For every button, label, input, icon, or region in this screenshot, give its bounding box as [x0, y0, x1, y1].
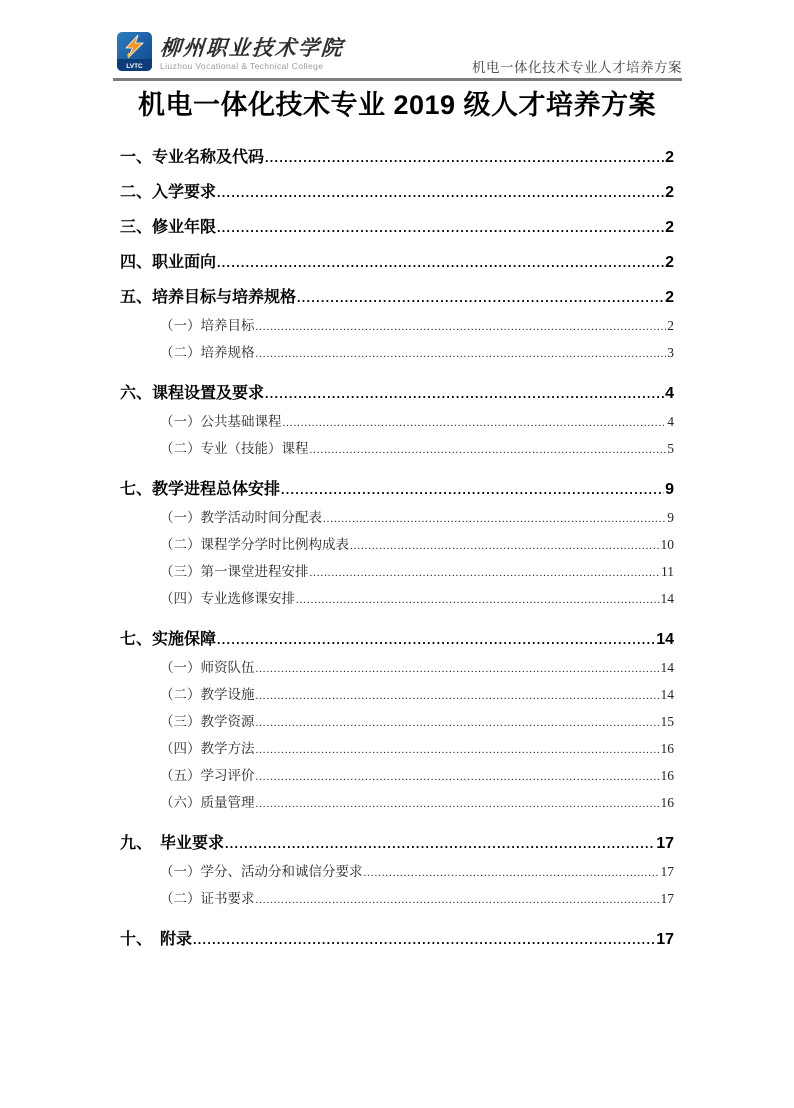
dot-leader [265, 147, 664, 169]
page-header [113, 30, 682, 78]
toc-list [120, 147, 674, 951]
dot-leader [323, 510, 666, 528]
toc-entry-label: 一、专业名称及代码 [120, 149, 265, 166]
toc-entry-page-number: 14 [660, 660, 674, 675]
toc-entry [120, 686, 674, 705]
dot-leader [350, 537, 660, 555]
toc-entry [120, 740, 674, 759]
dot-leader [296, 591, 660, 609]
dot-leader [310, 441, 667, 459]
header-doc-label: 机电一体化技术专业人才培养方案 [472, 60, 682, 75]
toc-entry-label: 二、入学要求 [120, 184, 217, 201]
toc-entry-page-number: 2 [665, 184, 674, 201]
dot-leader [217, 252, 664, 274]
toc-entry [120, 590, 674, 609]
toc-entry [120, 794, 674, 813]
toc-entry [120, 479, 674, 501]
dot-leader [297, 287, 664, 309]
dot-leader [217, 182, 664, 204]
dot-leader [281, 479, 664, 501]
dot-leader [256, 795, 660, 813]
toc-entry-label: （一）师资队伍 [160, 660, 255, 675]
toc-entry [120, 252, 674, 274]
toc-entry-label: （二）教学设施 [160, 687, 255, 702]
toc-entry-page-number: 10 [660, 537, 674, 552]
toc-entry-page-number: 4 [665, 385, 674, 402]
toc-entry [120, 147, 674, 169]
toc-entry-page-number: 16 [660, 795, 674, 810]
toc-entry-label: （一）公共基础课程 [160, 414, 282, 429]
toc-entry [120, 659, 674, 678]
toc-entry-page-number: 2 [665, 289, 674, 306]
dot-leader [364, 864, 660, 882]
toc-entry-page-number: 2 [665, 149, 674, 166]
toc-entry-label: （五）学习评价 [160, 768, 255, 783]
dot-leader [310, 564, 661, 582]
toc-entry-page-number: 17 [656, 835, 674, 852]
dot-leader [217, 217, 664, 239]
toc-entry-page-number: 3 [667, 345, 674, 360]
toc-entry-label: 三、修业年限 [120, 219, 217, 236]
toc-entry-label: 九、 毕业要求 [120, 835, 225, 852]
toc-entry [120, 833, 674, 855]
dot-leader [265, 383, 664, 405]
dot-leader [256, 318, 667, 336]
toc-entry [120, 317, 674, 336]
toc-entry-page-number: 9 [665, 481, 674, 498]
toc-entry-label: （二）培养规格 [160, 345, 255, 360]
toc-entry [120, 767, 674, 786]
toc-entry-label: 六、课程设置及要求 [120, 385, 265, 402]
toc-entry-label: 五、培养目标与培养规格 [120, 289, 297, 306]
toc-entry [120, 890, 674, 909]
toc-entry [120, 383, 674, 405]
toc-entry [120, 536, 674, 555]
dot-leader [256, 891, 660, 909]
toc-entry-label: 四、职业面向 [120, 254, 217, 271]
toc-entry [120, 629, 674, 651]
toc-entry [120, 713, 674, 732]
toc-entry-page-number: 2 [665, 219, 674, 236]
toc-entry-page-number: 2 [665, 254, 674, 271]
toc-entry-page-number: 17 [660, 864, 674, 879]
toc-entry [120, 287, 674, 309]
school-logo-icon [117, 32, 152, 71]
dot-leader [256, 714, 660, 732]
toc-entry-label: 七、实施保障 [120, 631, 217, 648]
toc-entry-label: （一）培养目标 [160, 318, 255, 333]
toc-entry [120, 344, 674, 363]
toc-entry-page-number: 14 [660, 591, 674, 606]
toc-entry-label: （二）证书要求 [160, 891, 255, 906]
toc-entry-label: （四）专业选修课安排 [160, 591, 295, 606]
toc-entry [120, 563, 674, 582]
toc-entry-page-number: 4 [667, 414, 674, 429]
dot-leader [256, 741, 660, 759]
logo-abbr-text: LVTC [126, 63, 143, 70]
dot-leader [193, 929, 655, 951]
toc-entry-label: （二）专业（技能）课程 [160, 441, 309, 456]
toc-entry-page-number: 2 [667, 318, 674, 333]
dot-leader [283, 414, 667, 432]
dot-leader [256, 768, 660, 786]
toc-entry-page-number: 15 [660, 714, 674, 729]
toc-entry-page-number: 14 [660, 687, 674, 702]
toc-entry [120, 929, 674, 951]
toc-entry-label: （三）第一课堂进程安排 [160, 564, 309, 579]
toc-entry [120, 509, 674, 528]
toc-entry-label: （二）课程学分学时比例构成表 [160, 537, 349, 552]
school-name-zh: 柳州职业技术学院 [159, 36, 345, 60]
toc-entry-label: 十、 附录 [120, 931, 193, 948]
toc-entry [120, 217, 674, 239]
dot-leader [256, 660, 660, 678]
toc-entry-label: 七、教学进程总体安排 [120, 481, 281, 498]
school-name-en: Liuzhou Vocational & Technical College [160, 61, 324, 71]
toc-entry-page-number: 11 [661, 564, 674, 579]
dot-leader [256, 345, 667, 363]
header-divider-rule [113, 78, 682, 81]
toc-entry-page-number: 9 [667, 510, 674, 525]
toc-entry-page-number: 16 [660, 741, 674, 756]
dot-leader [225, 833, 655, 855]
toc-entry [120, 440, 674, 459]
toc-entry-page-number: 17 [660, 891, 674, 906]
toc-entry-label: （四）教学方法 [160, 741, 255, 756]
page-title: 机电一体化技术专业 2019 级人才培养方案 [137, 90, 657, 120]
toc-entry-page-number: 16 [660, 768, 674, 783]
toc-entry-page-number: 14 [656, 631, 674, 648]
toc-entry-page-number: 17 [656, 931, 674, 948]
school-name-block [160, 32, 344, 72]
dot-leader [217, 629, 655, 651]
school-brand [117, 32, 344, 72]
toc-entry-label: （六）质量管理 [160, 795, 255, 810]
toc-entry [120, 863, 674, 882]
toc-entry-page-number: 5 [667, 441, 674, 456]
toc-entry-label: （一）教学活动时间分配表 [160, 510, 322, 525]
toc-entry [120, 182, 674, 204]
toc-entry [120, 413, 674, 432]
toc-entry-label: （三）教学资源 [160, 714, 255, 729]
toc-entry-label: （一）学分、活动分和诚信分要求 [160, 864, 363, 879]
dot-leader [256, 687, 660, 705]
